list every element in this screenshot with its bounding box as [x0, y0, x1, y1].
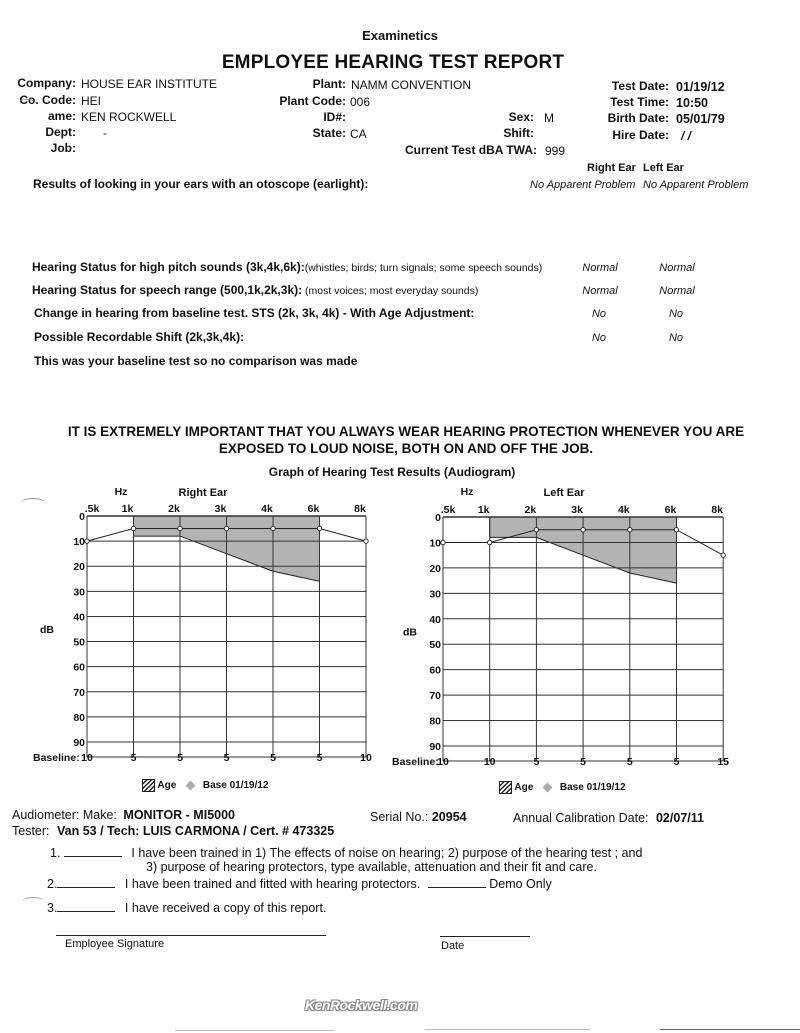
- baseline-value: 5: [580, 756, 587, 768]
- test-time-value: 10:50: [676, 96, 708, 110]
- scan-artifact: [22, 897, 44, 906]
- legend-base-label: Base 01/19/12: [559, 782, 626, 794]
- plant-value: NAMM CONVENTION: [351, 78, 471, 92]
- y-tick-label: 80: [73, 711, 85, 724]
- y-tick-label: 30: [429, 588, 441, 601]
- result-row-sts: [34, 306, 474, 320]
- tester-label: Tester:: [12, 824, 50, 838]
- calibration-label: Annual Calibration Date:: [513, 811, 649, 825]
- y-tick-label: 30: [73, 586, 85, 599]
- y-tick-label: 50: [429, 639, 441, 652]
- data-point: [364, 539, 368, 543]
- y-tick-label: 40: [73, 611, 85, 624]
- y-axis-label: dB: [40, 624, 54, 636]
- base-diamond-icon: [543, 783, 553, 793]
- serial-line: [370, 810, 467, 824]
- data-point: [488, 540, 492, 544]
- y-tick-label: 40: [429, 613, 441, 626]
- watermark: KenRockwell.com: [305, 997, 418, 1013]
- ack-number: 2.: [47, 877, 58, 891]
- employee-signature-label: Employee Signature: [65, 938, 165, 950]
- x-tick-label: 8k: [354, 503, 366, 515]
- x-tick-label: .5k: [440, 504, 456, 516]
- y-tick-label: 60: [429, 664, 441, 677]
- co-code-value: HEI: [81, 94, 102, 108]
- ack-text: I have been trained in 1) The effects of noise on hearing; 2) purpose of the hearing test ; and: [131, 846, 643, 860]
- baseline-value: 15: [717, 756, 730, 768]
- warning-line-1: IT IS EXTREMELY IMPORTANT THAT YOU ALWAYS WEAR HEARING PROTECTION WHENEVER YOU ARE: [67, 424, 745, 439]
- result-label: Hearing Status for speech range (500,1k,2k,3k):: [32, 283, 303, 297]
- sex-label: Sex:: [508, 110, 534, 124]
- twa-value: 999: [545, 144, 566, 158]
- y-tick-label: 20: [429, 562, 441, 575]
- baseline-value: 5: [177, 752, 183, 764]
- result-right: No: [591, 332, 607, 344]
- legend-base-label: Base 01/19/12: [202, 780, 269, 792]
- report-title: EMPLOYEE HEARING TEST REPORT: [221, 52, 565, 73]
- initials-field[interactable]: [57, 900, 115, 912]
- ack-item-1: [50, 845, 642, 860]
- baseline-value: 5: [316, 752, 323, 764]
- x-tick-label: 1k: [477, 504, 490, 516]
- data-point: [581, 528, 585, 532]
- x-tick-label: 8k: [711, 504, 724, 516]
- baseline-value: 5: [626, 756, 633, 768]
- data-point: [674, 528, 678, 532]
- baseline-value: 5: [223, 752, 230, 764]
- baseline-value: 10: [81, 752, 93, 764]
- initials-field[interactable]: [57, 876, 115, 888]
- sex-value: M: [544, 111, 554, 125]
- audiometer-value: MONITOR - MI5000: [123, 808, 236, 822]
- x-tick-label: 4k: [261, 503, 273, 515]
- ack-text: I have been trained and fitted with hearing protectors.: [124, 877, 421, 891]
- result-label: Change in hearing from baseline test. STS (2k, 3k, 4k) - With Age Adjustment:: [34, 306, 475, 320]
- co-code-label: Co. Code:: [19, 93, 76, 107]
- organization-name: Examinetics: [362, 28, 438, 43]
- scan-artifact: [18, 99, 36, 108]
- otoscope-question: Results of looking in your ears with an otoscope (earlight):: [33, 177, 369, 191]
- x-tick-label: 2k: [524, 504, 537, 516]
- ack-item-2: [47, 876, 552, 891]
- baseline-value: 5: [533, 756, 540, 768]
- result-left: Normal: [659, 285, 695, 297]
- result-left: Normal: [659, 262, 695, 274]
- date-line[interactable]: [440, 936, 530, 937]
- name-value: KEN ROCKWELL: [81, 110, 177, 124]
- y-tick-label: 90: [73, 737, 85, 749]
- company-value: HOUSE EAR INSTITUTE: [81, 77, 218, 91]
- baseline-label: Baseline:: [392, 756, 439, 768]
- state-label: State:: [312, 126, 346, 140]
- result-left: No: [668, 332, 684, 344]
- calibration-value: 02/07/11: [655, 811, 704, 825]
- legend-age-label: Age: [514, 782, 534, 794]
- x-tick-label: .5k: [84, 503, 100, 515]
- chart-title: Left Ear: [543, 487, 585, 499]
- birth-date-label: Birth Date:: [607, 111, 669, 125]
- job-label: Job:: [50, 141, 76, 155]
- baseline-value: 5: [130, 752, 137, 764]
- employee-signature-line[interactable]: [56, 935, 326, 936]
- test-time-label: Test Time:: [610, 95, 669, 109]
- id-label: ID#:: [323, 110, 346, 124]
- serial-value: 20954: [431, 810, 467, 824]
- result-label: Hearing Status for high pitch sounds (3k,4k,6k):: [32, 260, 305, 274]
- otoscope-right-result: No Apparent Problem: [530, 179, 636, 191]
- tester-line: [12, 824, 334, 838]
- x-tick-label: 3k: [571, 504, 583, 516]
- plant-label: Plant:: [312, 77, 346, 91]
- initials-field[interactable]: [64, 845, 122, 857]
- scan-edge-line: [425, 1029, 590, 1030]
- data-point: [178, 526, 182, 530]
- serial-label: Serial No.:: [370, 810, 429, 824]
- shift-label: Shift:: [503, 126, 534, 140]
- dept-value: -: [103, 126, 107, 140]
- otoscope-left-header: Left Ear: [643, 162, 684, 174]
- baseline-label: Baseline:: [33, 752, 80, 764]
- x-axis-label: Hz: [460, 486, 474, 498]
- plant-code-value: 006: [350, 95, 371, 109]
- y-tick-label: 80: [429, 715, 441, 728]
- result-left: No: [668, 308, 684, 320]
- legend-right: [142, 779, 269, 792]
- result-row-recordable: [34, 330, 244, 344]
- graph-title: Graph of Hearing Test Results (Audiogram): [268, 465, 516, 479]
- y-tick-label: 0: [435, 512, 441, 524]
- calibration-line: [513, 811, 704, 825]
- date-label: Date: [441, 940, 465, 952]
- scan-edge-line: [175, 1030, 335, 1031]
- ack-extra: Demo Only: [489, 877, 552, 891]
- ack-number: 1.: [50, 846, 61, 860]
- chart-title: Right Ear: [178, 487, 228, 499]
- data-point: [224, 526, 228, 530]
- result-right: No: [591, 308, 607, 320]
- audiogram-left-ear: [380, 480, 780, 800]
- twa-label: Current Test dBA TWA:: [405, 143, 537, 157]
- y-tick-label: 10: [429, 537, 441, 550]
- y-tick-label: 70: [429, 690, 441, 703]
- result-row-speech: [32, 283, 478, 297]
- data-point: [131, 526, 135, 530]
- ack-item-1-continued: 3) purpose of hearing protectors, type available, attenuation and their fit and care.: [146, 860, 597, 874]
- x-tick-label: 4k: [617, 504, 630, 516]
- baseline-note: This was your baseline test so no comparison was made: [34, 354, 358, 368]
- result-note: (most voices; most everyday sounds): [302, 285, 479, 297]
- data-point: [317, 526, 321, 530]
- state-value: CA: [350, 127, 367, 141]
- legend-age-label: Age: [157, 780, 177, 792]
- x-tick-label: 6k: [307, 503, 320, 515]
- name-label: ame:: [47, 109, 76, 123]
- data-point: [721, 553, 725, 557]
- data-point: [441, 540, 445, 544]
- x-tick-label: 3k: [214, 503, 227, 515]
- result-label: Possible Recordable Shift (2k,3k,4k):: [34, 330, 245, 344]
- y-axis-label: dB: [403, 626, 417, 639]
- tester-value: Van 53 / Tech: LUIS CARMONA / Cert. # 473325: [57, 824, 335, 838]
- otoscope-right-header: Right Ear: [587, 162, 636, 174]
- x-tick-label: 1k: [121, 503, 134, 515]
- y-tick-label: 20: [73, 561, 85, 574]
- result-note: (whistles; birds; turn signals; some speech sounds): [304, 262, 543, 274]
- company-label: Company:: [17, 76, 76, 90]
- demo-only-field[interactable]: [428, 876, 486, 888]
- dept-label: Dept:: [45, 125, 76, 139]
- ack-text: I have received a copy of this report.: [124, 901, 327, 915]
- audiometer-line: [12, 808, 235, 822]
- data-point: [534, 528, 538, 532]
- y-tick-label: 60: [73, 661, 85, 674]
- hire-date-value: / /: [681, 129, 692, 143]
- x-axis-label: Hz: [114, 486, 128, 498]
- scan-edge-line: [660, 1029, 800, 1030]
- ack-item-3: [47, 900, 326, 915]
- scan-artifact: [20, 498, 46, 509]
- birth-date-value: 05/01/79: [676, 112, 725, 126]
- ack-number: 3.: [47, 901, 58, 915]
- y-tick-label: 70: [73, 686, 85, 699]
- result-right: Normal: [582, 262, 618, 274]
- hire-date-label: Hire Date:: [612, 128, 669, 142]
- baseline-value: 10: [483, 756, 496, 768]
- result-row-high-pitch: [32, 260, 542, 274]
- test-date-label: Test Date:: [611, 79, 669, 93]
- y-tick-label: 90: [429, 741, 441, 753]
- plant-code-label: Plant Code:: [279, 94, 346, 108]
- y-tick-label: 10: [73, 536, 85, 549]
- audiometer-label: Audiometer: Make:: [12, 808, 117, 822]
- y-tick-label: 50: [73, 636, 85, 649]
- x-tick-label: 6k: [664, 504, 677, 516]
- baseline-value: 10: [437, 756, 449, 768]
- audiogram-right-ear: [0, 480, 400, 800]
- age-hatch-icon: [142, 779, 155, 792]
- otoscope-left-result: No Apparent Problem: [643, 179, 749, 191]
- legend-left: [499, 781, 626, 794]
- warning-line-2: EXPOSED TO LOUD NOISE, BOTH ON AND OFF THE JOB.: [218, 441, 594, 456]
- data-point: [628, 528, 632, 532]
- baseline-value: 10: [360, 752, 372, 764]
- y-tick-label: 0: [79, 511, 85, 523]
- data-point: [85, 539, 89, 543]
- data-point: [271, 526, 275, 530]
- x-tick-label: 2k: [168, 503, 180, 515]
- baseline-value: 5: [673, 756, 680, 768]
- result-right: Normal: [582, 285, 618, 297]
- base-diamond-icon: [186, 781, 196, 791]
- test-date-value: 01/19/12: [676, 80, 725, 94]
- age-hatch-icon: [499, 781, 512, 794]
- baseline-value: 5: [270, 752, 276, 764]
